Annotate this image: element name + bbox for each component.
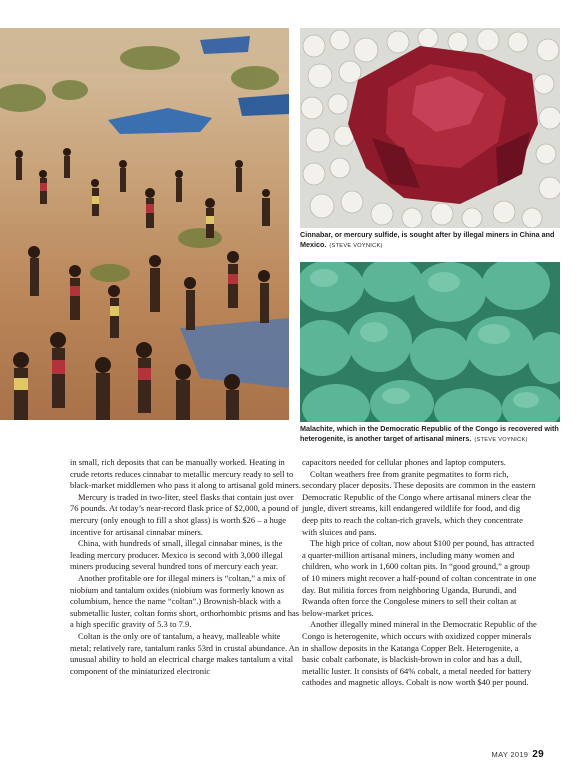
cinnabar-caption-text: Cinnabar, or mercury sulfide, is sought after by illegal miners in China and Mexico. <box>300 230 555 249</box>
malachite-caption <box>300 424 562 445</box>
page-number: 29 <box>532 749 544 760</box>
cinnabar-photo-credit: (STEVE VOYNICK) <box>329 242 383 249</box>
article-right-column <box>302 457 538 689</box>
malachite-image <box>300 262 560 422</box>
issue-date: MAY 2019 <box>491 750 529 759</box>
article-paragraph: Mercury is traded in two-liter, steel flasks that contain just over 76 pounds. At today’s near-record flask price of $2,000, a pound of mercury (only enough to fill a shot glass) is worth $26 – a huge incentive for artisanal cinnabar miners. <box>70 491 299 537</box>
article-paragraph: in small, rich deposits that can be manually worked. Heating in crude retorts reduces cinnabar to metallic mercury ready to sell to black-market middlemen who pass it along to artisanal gold miners. <box>70 457 301 491</box>
article-left-column <box>70 457 302 677</box>
article-paragraph: Another illegally mined mineral in the Democratic Republic of the Congo is heterogenite, which occurs with oxidized copper minerals in shallow deposits in the Katanga Copper Belt. Heterogenite, a basic cobalt carbonate, is blackish-brown in color and has a dull, metallic luster. It consists of 64% cobalt, a metal needed for battery cathodes and magnetic alloys. Cobalt is now worth $40 per pound. <box>302 619 537 688</box>
artisanal-mine-photo <box>0 28 289 420</box>
cinnabar-photo <box>300 28 560 228</box>
artisanal-mine-image <box>0 28 289 420</box>
article-paragraph: Coltan weathers free from granite pegmatites to form rich, secondary placer deposits. These deposits are common in the eastern Democratic Republic of the Congo where artisanal miners clear the jungle, divert streams, kill endangered wildlife for food, and dig deep pits to reach the coltan-rich gravels, which they concentrate with sluices and pans. <box>302 468 536 537</box>
cinnabar-image <box>300 28 560 228</box>
malachite-photo <box>300 262 560 422</box>
malachite-caption-text: Malachite, which in the Democratic Republic of the Congo is recovered with heterogenite, is another target of artisanal miners. <box>300 424 559 443</box>
malachite-photo-credit: (STEVE VOYNICK) <box>474 436 528 443</box>
article-paragraph: Coltan is the only ore of tantalum, a heavy, malleable white metal; relatively rare, tantalum ranks 53rd in crustal abundance. An unusual ability to hold an electrical charge makes tantalum a vital component of the miniaturized electronic <box>70 630 300 676</box>
article-paragraph: capacitors needed for cellular phones and laptop computers. <box>302 457 506 467</box>
article-paragraph: The high price of coltan, now about $100 per pound, has attracted a quarter-million artisanal miners, including many women and children, who work in 1,600 coltan pits. In “good ground,” a group of 10 miners might recover a half-pound of coltan concentrate in one day. But militia forces from neighboring Uganda, Burundi, and Rwanda often force the Congolese miners to sell their coltan at below-market prices. <box>302 538 537 618</box>
article-paragraph: Another profitable ore for illegal miners is “coltan,” a mix of niobium and tantalum oxides (niobium was formerly known as columbium, hence the name “coltan”.) Brownish-black with a submetallic luster, coltan forms short, orthorhombic prisms and has a high specific gravity of 5.3 to 7.9. <box>70 572 300 630</box>
page-folio <box>492 749 544 760</box>
article-paragraph: China, with hundreds of small, illegal cinnabar mines, is the leading mercury producer. Mexico is second with 3,000 illegal miners producing several hundred tons of mercury each year. <box>70 538 283 572</box>
cinnabar-caption <box>300 230 562 251</box>
